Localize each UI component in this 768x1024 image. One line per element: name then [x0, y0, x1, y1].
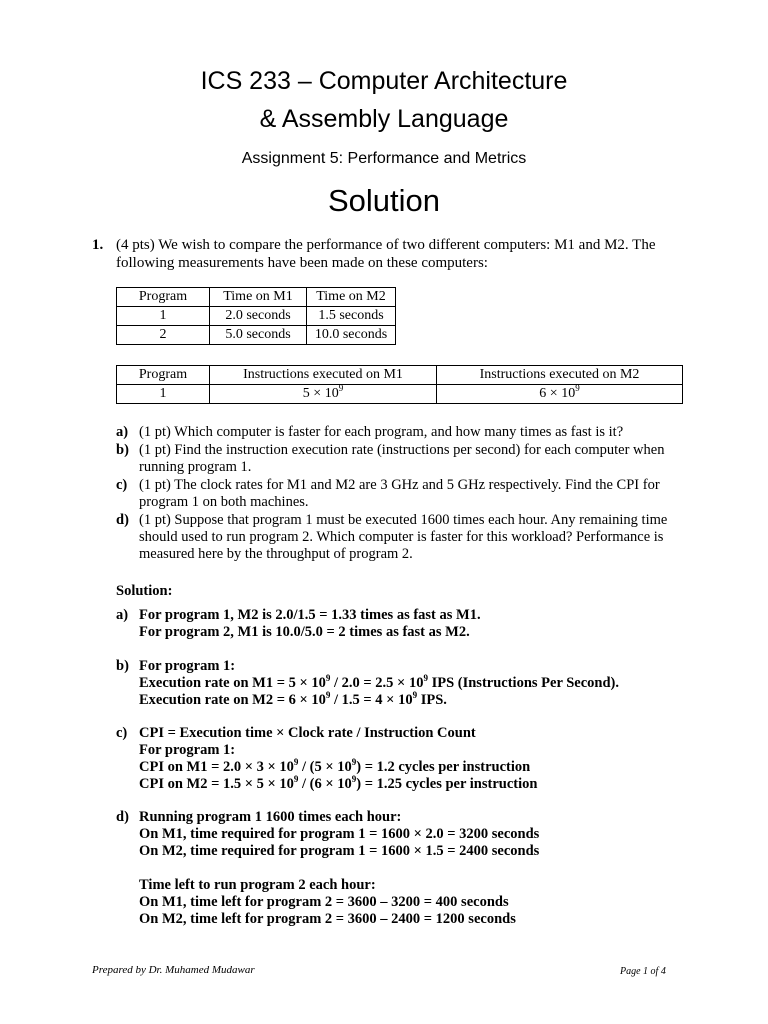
table-cell: 2: [117, 326, 210, 345]
text-span: / (5 × 10: [298, 759, 352, 775]
answer-line: For program 1, M2 is 2.0/1.5 = 1.33 times as fast as M1.: [139, 607, 481, 623]
answer-line: On M1, time left for program 2 = 3600 – 3200 = 400 seconds: [139, 894, 509, 910]
answer-line: For program 2, M1 is 10.0/5.0 = 2 times as fast as M2.: [139, 624, 470, 640]
answer-line: Time left to run program 2 each hour:: [139, 877, 376, 893]
part-a: [116, 424, 686, 441]
text-span: CPI on M2 = 1.5 × 5 × 10: [139, 776, 294, 792]
answer-line: [139, 675, 696, 692]
table-header-row: [117, 366, 683, 385]
footer-divider: [92, 959, 680, 960]
title-line-1: ICS 233 – Computer Architecture: [200, 67, 568, 95]
text-span: IPS (Instructions Per Second).: [427, 675, 620, 691]
solution-heading: Solution: [327, 183, 441, 218]
answer-line: [139, 692, 696, 709]
exponent: 9: [293, 774, 299, 784]
part-text: (1 pt) The clock rates for M1 and M2 are 3 GHz and 5 GHz respectively. Find the CPI for program 1 on both machines.: [139, 477, 660, 510]
answer-label: d): [116, 809, 129, 825]
answer-b: [116, 658, 696, 709]
time-table: [116, 287, 396, 345]
answer-d: [116, 809, 696, 928]
table-header-cell: Instructions executed on M1: [210, 366, 437, 385]
table-cell: 10.0 seconds: [307, 326, 396, 345]
exponent: 9: [351, 774, 357, 784]
table-header-cell: Program: [117, 288, 210, 307]
question-text: (4 pts) We wish to compare the performance of two different computers: M1 and M2. The following measurements have been made on these computers:: [116, 237, 656, 271]
table-cell: 2.0 seconds: [210, 307, 307, 326]
m1-instr-exp: 9: [338, 383, 344, 393]
question-1: [92, 236, 692, 272]
text-span: / 2.0 = 2.5 × 10: [330, 675, 424, 691]
text-span: IPS.: [417, 692, 447, 708]
table-row: [117, 307, 396, 326]
part-c: [116, 477, 686, 511]
text-span: / (6 × 10: [298, 776, 352, 792]
answer-line: Running program 1 1600 times each hour:: [139, 809, 402, 825]
answer-label: c): [116, 725, 128, 741]
answer-line: CPI = Execution time × Clock rate / Instruction Count: [139, 725, 476, 741]
table-cell: 1.5 seconds: [307, 307, 396, 326]
answer-line: On M1, time required for program 1 = 1600 × 2.0 = 3200 seconds: [139, 826, 540, 842]
table-row: [117, 385, 683, 404]
table-header-cell: Time on M1: [210, 288, 307, 307]
answer-a: [116, 607, 696, 641]
m2-instr-exp: 9: [575, 383, 580, 393]
exponent: 9: [423, 673, 428, 683]
part-text: (1 pt) Which computer is faster for each program, and how many times as fast is it?: [139, 424, 624, 440]
answer-line: [139, 759, 696, 776]
exponent: 9: [293, 757, 299, 767]
text-span: ) = 1.25 cycles per instruction: [356, 776, 538, 792]
answer-line: On M2, time left for program 2 = 3600 – 2400 = 1200 seconds: [139, 911, 516, 927]
question-number: 1.: [92, 237, 104, 253]
part-text: (1 pt) Suppose that program 1 must be executed 1600 times each hour. Any remaining time should used to run program 2. Which computer is faster for this workload? Performance is measured here by the throughput of program 2.: [139, 512, 668, 562]
text-span: / 1.5 = 4 × 10: [330, 692, 413, 708]
text-span: ) = 1.2 cycles per instruction: [356, 759, 531, 775]
exponent: 9: [325, 690, 331, 700]
part-text: (1 pt) Find the instruction execution rate (instructions per second) for each computer when running program 1.: [139, 442, 665, 475]
m1-instr-base: 5 × 10: [302, 386, 339, 401]
table-cell: 1: [117, 385, 210, 404]
answer-c: [116, 725, 696, 793]
footer-page-number: Page 1 of 4: [620, 966, 666, 977]
instructions-table: [116, 365, 683, 404]
table-header-cell: Instructions executed on M2: [437, 366, 683, 385]
text-span: Execution rate on M2 = 6 × 10: [139, 692, 326, 708]
solution-label: Solution:: [116, 583, 173, 599]
answer-line: [139, 776, 696, 793]
table-header-row: [117, 288, 396, 307]
text-span: CPI on M1 = 2.0 × 3 × 10: [139, 759, 294, 775]
table-cell: 5.0 seconds: [210, 326, 307, 345]
table-cell: 1: [117, 307, 210, 326]
table-cell: [437, 385, 683, 404]
part-d: [116, 512, 686, 563]
exponent: 9: [412, 690, 418, 700]
exponent: 9: [325, 673, 331, 683]
answer-label: a): [116, 607, 129, 623]
answer-label: b): [116, 658, 129, 674]
footer-author: Prepared by Dr. Muhamed Mudawar: [92, 964, 255, 976]
assignment-subtitle: Assignment 5: Performance and Metrics: [241, 150, 527, 167]
table-header-cell: Time on M2: [307, 288, 396, 307]
title-line-2: & Assembly Language: [259, 105, 509, 133]
table-header-cell: Program: [117, 366, 210, 385]
table-cell: [210, 385, 437, 404]
part-label: c): [116, 477, 128, 493]
question-parts: [116, 424, 686, 564]
answer-line: For program 1:: [139, 658, 236, 674]
table-row: [117, 326, 396, 345]
part-label: b): [116, 442, 129, 458]
part-label: d): [116, 512, 129, 528]
m2-instr-base: 6 × 10: [539, 386, 576, 401]
exponent: 9: [351, 757, 357, 767]
text-span: Execution rate on M1 = 5 × 10: [139, 675, 326, 691]
part-label: a): [116, 424, 129, 440]
part-b: [116, 442, 686, 476]
answer-line: For program 1:: [139, 742, 236, 758]
answer-line: On M2, time required for program 1 = 1600 × 1.5 = 2400 seconds: [139, 843, 540, 859]
